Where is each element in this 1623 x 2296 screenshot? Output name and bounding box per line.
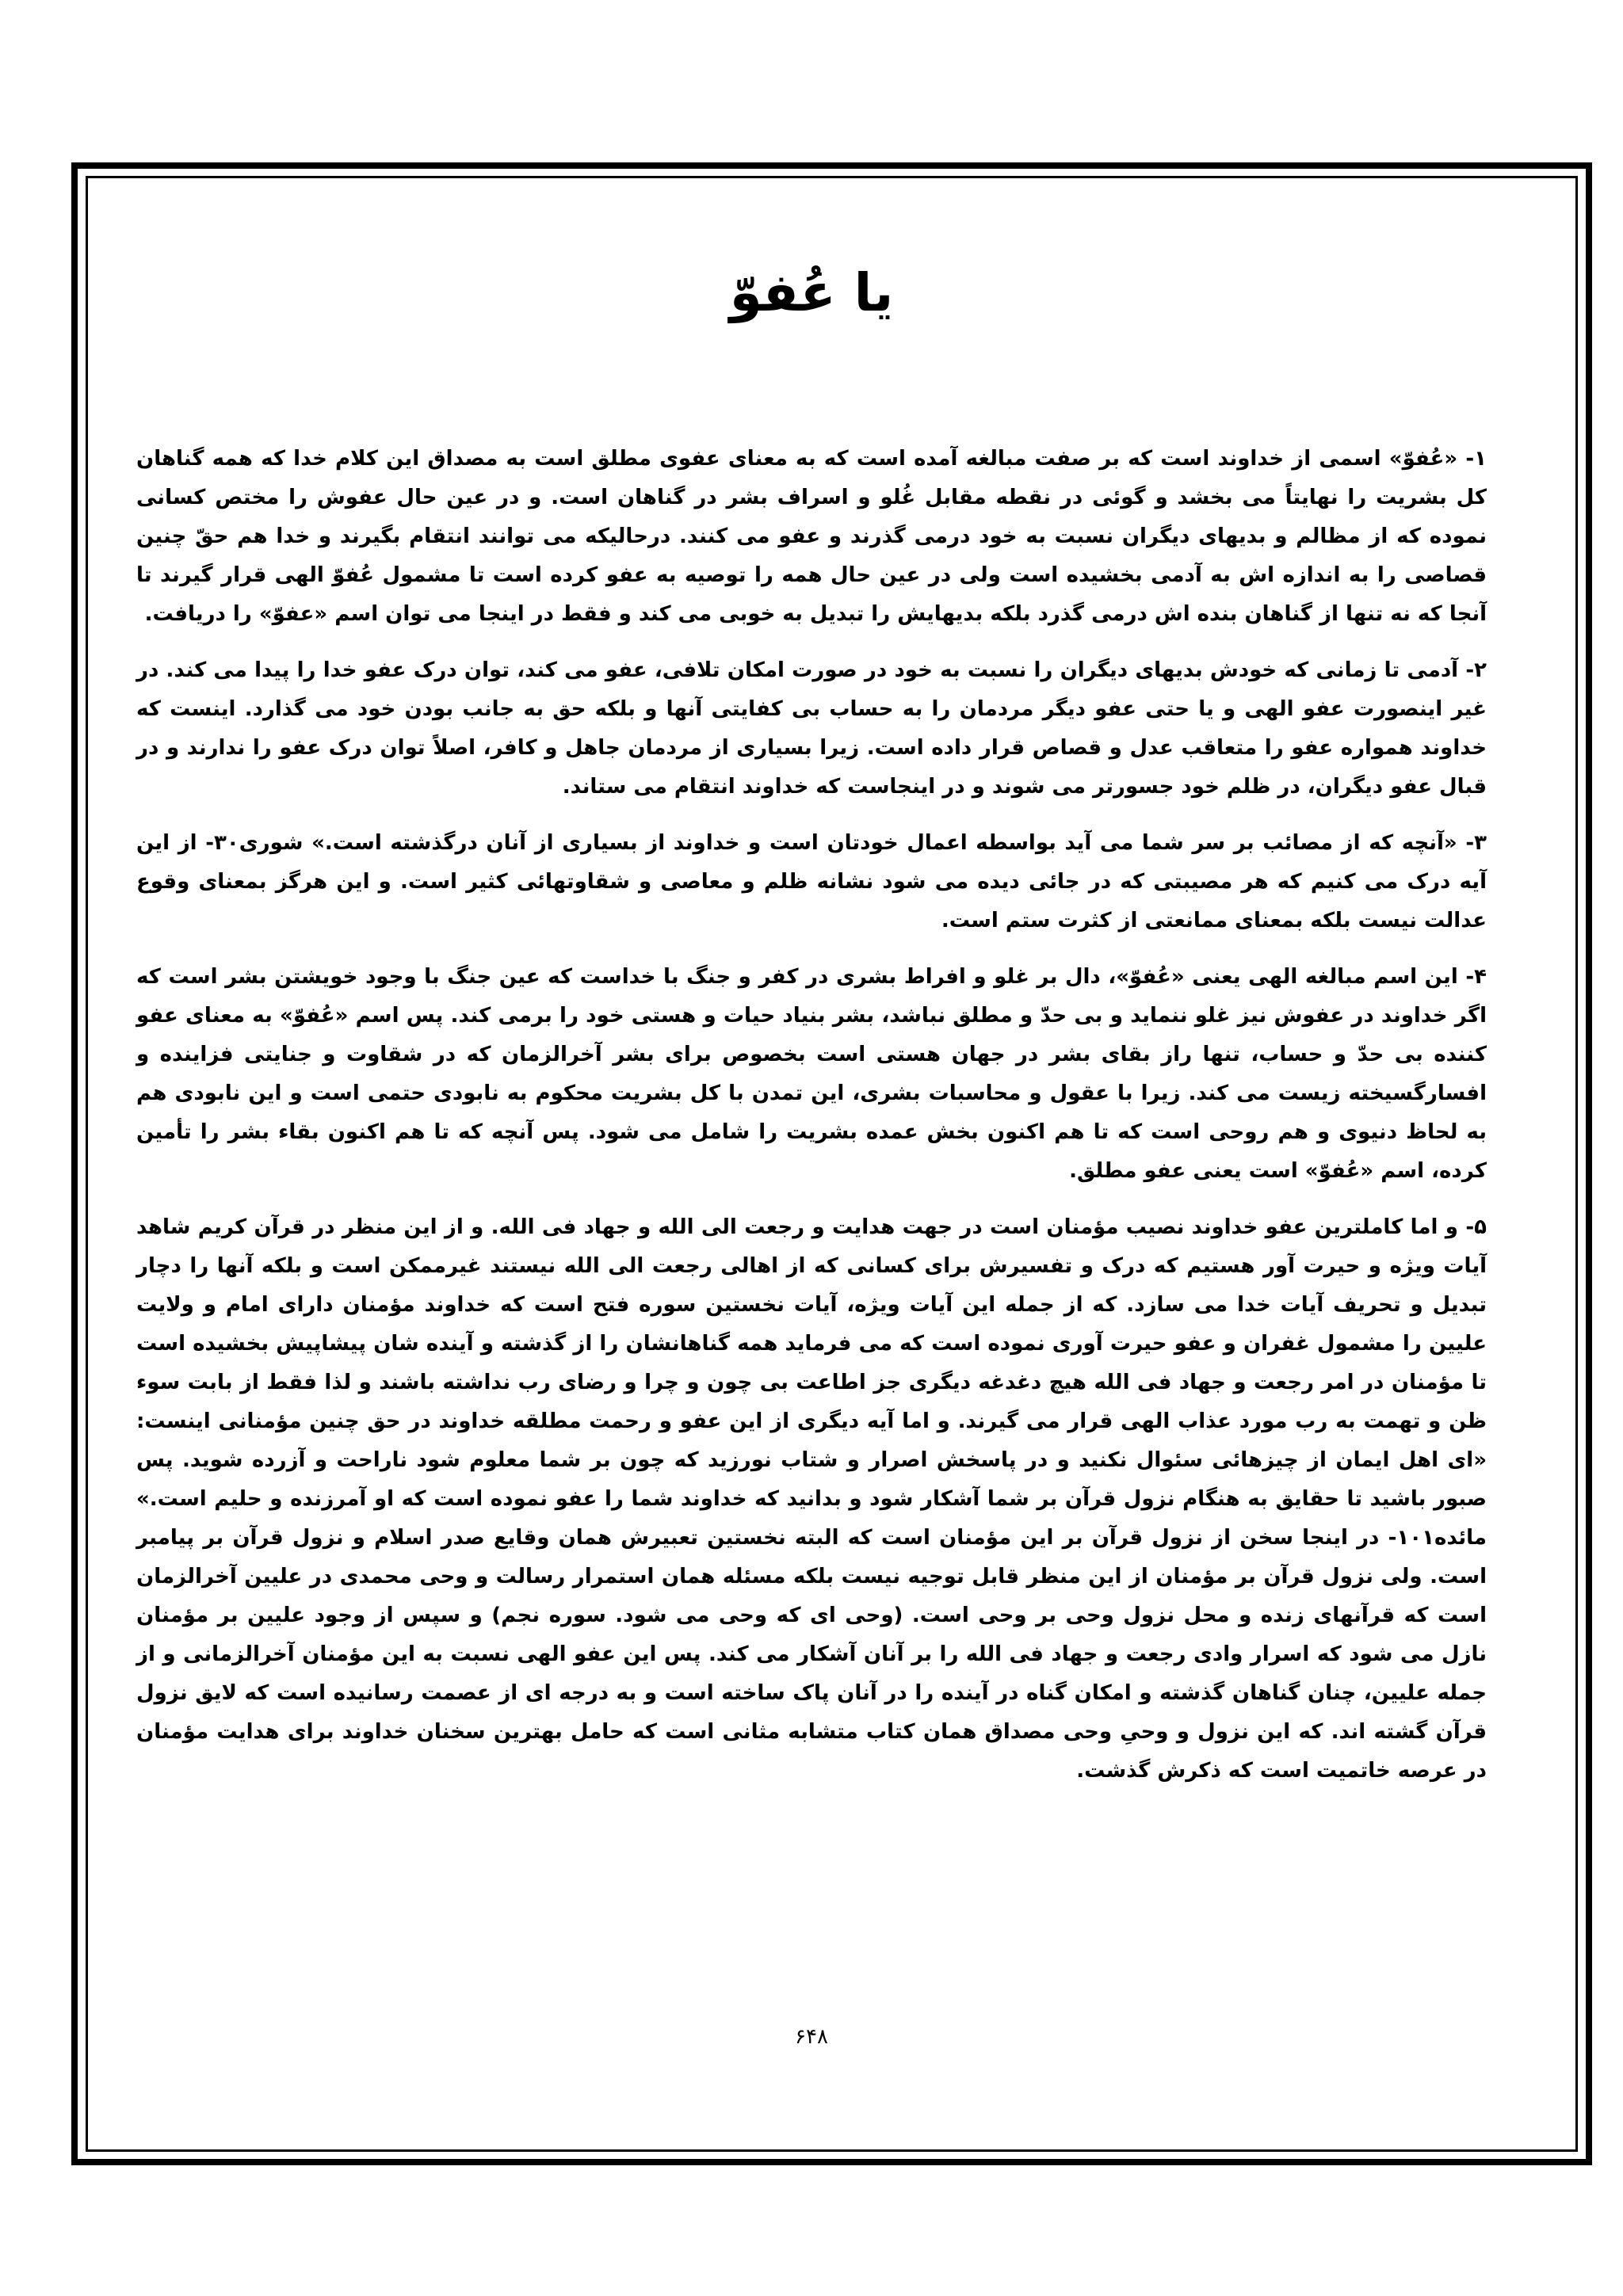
paragraph-2: ۲- آدمی تا زمانی که خودش بدیهای دیگران را نسبت به خود در صورت امکان تلافی، عفو می کند، توان درک عفو خدا را پیدا می کند. در غیر اینصورت عفو الهی و یا حتی عفو دیگر مردمان را به حساب بی کفایتی آنها و بلکه حق به جانب بودن خود می گذارد. اینست که خداوند همواره عفو را متعاقب عدل و قصاص قرار داده است. زیرا بسیاری از مردمان جاهل و کافر، اصلاً توان درک عفو را ندارند و در قبال عفو دیگران، در ظلم خود جسورتر می شوند و در اینجاست که خداوند انتقام می ستاند. bbox=[136, 658, 1487, 799]
paragraph-4: ۴- این اسم مبالغه الهی یعنی «عُفوّ»، دال بر غلو و افراط بشری در کفر و جنگ با خداست که عین جنگ با وجود خویشتن بشر است که اگر خداوند در عفوش نیز غلو ننماید و بی حدّ و مطلق نباشد، بشر بنیاد حیات و هستی خود را برمی کند. پس اسم «عُفوّ» به معنای عفو کننده بی حدّ و حساب، تنها راز بقای بشر در جهان هستی است بخصوص برای بشر آخرالزمان که در شقاوت و جنایتی فزاینده و افسارگسیخته زیست می کند. زیرا با عقول و محاسبات بشری، این تمدن با کل بشریت محکوم به نابودی حتمی است و این نابودی هم به لحاظ دنیوی و هم روحی است که تا هم اکنون بخش عمده بشریت را شامل می شود. پس آنچه که تا هم اکنون بقاء بشر را تأمین کرده، اسم «عُفوّ» است یعنی عفو مطلق. bbox=[136, 965, 1487, 1183]
paragraph-3: ۳- «آنچه که از مصائب بر سر شما می آید بواسطه اعمال خودتان است و خداوند از بسیاری از آنان درگذشته است.» شوری۳۰- از این آیه درک می کنیم که هر مصیبتی که در جائی دیده می شود نشانه ظلم و معاصی و شقاوتهائی کثیر است. و این هرگز بمعنای وقوع عدالت نیست بلکه بمعنای ممانعتی از کثرت ستم است. bbox=[136, 831, 1487, 933]
paragraph-5: ۵- و اما کاملترین عفو خداوند نصیب مؤمنان است در جهت هدایت و رجعت الی الله و جهاد فی الله. و از این منظر در قرآن کریم شاهد آیات ویژه و حیرت آور هستیم که درک و تفسیرش برای کسانی که از اهالی رجعت الی الله نیستند غیرممکن است و بلکه آنها را دچار تبدیل و تحریف آیات خدا می سازد. که از جمله این آیات ویژه، آیات نخستین سوره فتح است که خداوند مؤمنان دارای امام و ولایت علیین را مشمول غفران و عفو حیرت آوری نموده است که می فرماید همه گناهانشان را از گذشته و آینده شان پیشاپیش بخشیده است تا مؤمنان در امر رجعت و جهاد فی الله هیچ دغدغه دیگری جز اطاعت بی چون و چرا و رضای رب نداشته باشند و لذا فقط از بابت سوء ظن و تهمت به رب مورد عذاب الهی قرار می گیرند. و اما آیه دیگری از این عفو و رحمت مطلقه خداوند در حق چنین مؤمنانی اینست: «ای اهل ایمان از چیزهائی سئوال نکنید و در پاسخش اصرار و شتاب نورزید که چون بر شما معلوم شود ناراحت و آزرده شوید. پس صبور باشید تا حقایق به هنگام نزول قرآن بر شما آشکار شود و بدانید که خداوند شما را عفو نموده است که او آمرزنده و حلیم است.» مائده۱۰۱- در اینجا سخن از نزول قرآن بر این مؤمنان است که البته نخستین تعبیرش همان وقایع صدر اسلام و نزول قرآن بر پیامبر است. ولی نزول قرآن بر مؤمنان از این منظر قابل توجیه نیست بلکه مسئله همان استمرار رسالت و وحی محمدی در علیین آخرالزمان است که قرآنهای زنده و محل نزول وحی بر وحی است. (وحی ای که وحی می شود. سوره نجم) و سپس از وجود علیین بر مؤمنان نازل می شود که اسرار وادی رجعت و جهاد فی الله را بر آنان آشکار می کند. پس این عفو الهی نسبت به این مؤمنان آخرالزمانی و از جمله علیین، چنان گناهان گذشته و امکان گناه در آینده را در آنان پاک ساخته است و به درجه ای از عصمت رسانیده است که لایق نزول قرآن گشته اند. که این نزول و وحیِ وحی مصداق همان کتاب متشابه مثانی است که حامل بهترین سخنان خداوند برای هدایت مؤمنان در عرصه خاتمیت است که ذکرش گذشت. bbox=[136, 1215, 1487, 1783]
body-text bbox=[136, 440, 1487, 1808]
page-number: ۶۴۸ bbox=[795, 2025, 828, 2049]
paragraph-1: ۱- «عُفوّ» اسمی از خداوند است که بر صفت مبالغه آمده است که به معنای عفوی مطلق است به مصداق این کلام خدا که همه گناهان کل بشریت را نهایتاً می بخشد و گوئی در نقطه مقابل غُلو و اسراف بشر در گناهان است. و در عین حال عفوش را مختص کسانی نموده که از مظالم و بدیهای دیگران نسبت به خود درمی گذرند و عفو می کنند. درحالیکه می توانند انتقام بگیرند و خدا هم حقّ چنین قصاصی را به اندازه اش به آدمی بخشیده است ولی در عین حال همه را توصیه به عفو کرده است تا مشمول عُفوّ الهی قرار گیرند تا آنجا که نه تنها از گناهان بنده اش درمی گذرد بلکه بدیهایش را تبدیل به خوبی می کند و فقط در اینجا می توان اسم «عفوّ» را دریافت. bbox=[136, 447, 1487, 626]
page-title: یا عُفوّ bbox=[729, 262, 894, 323]
